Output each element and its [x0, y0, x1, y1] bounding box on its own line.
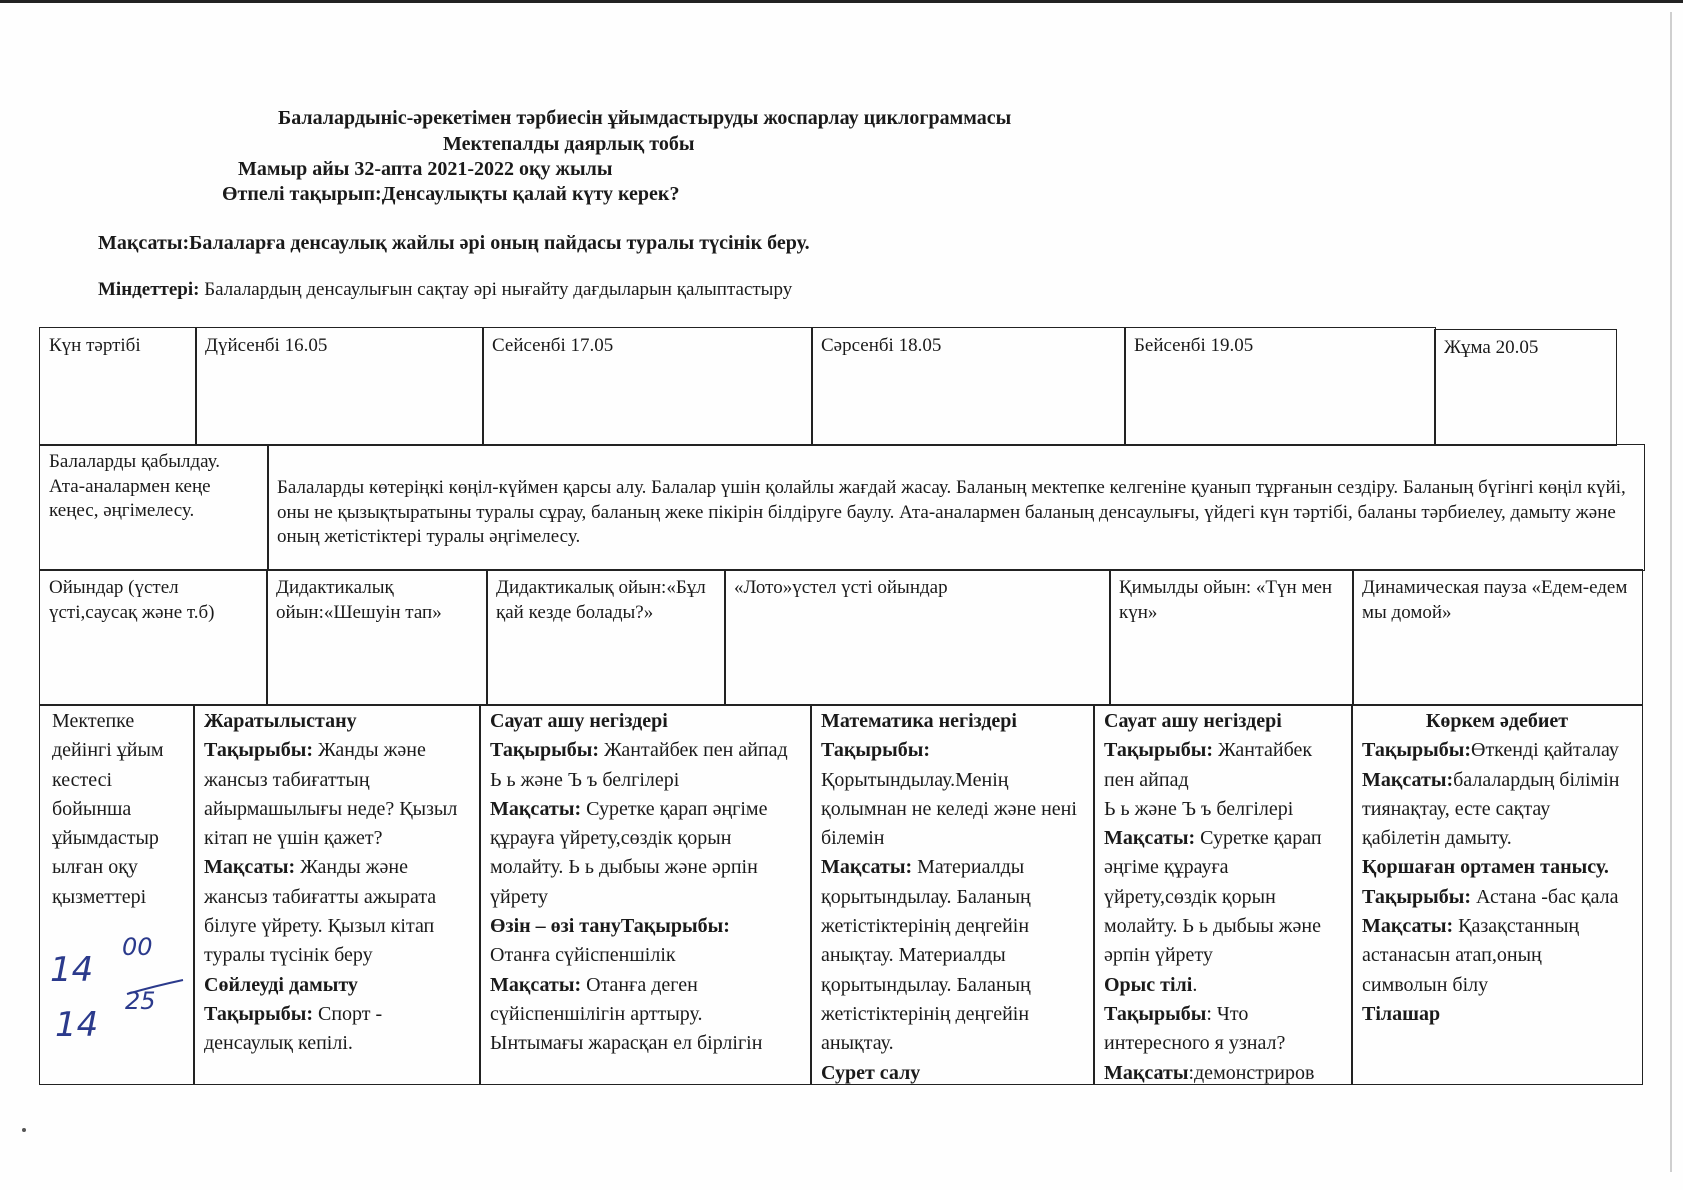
day-label: Бейсенбі 19.05	[1134, 335, 1254, 356]
game-text: «Лото»үстел үсті ойындар	[734, 577, 948, 598]
lessons-cell-friday	[1351, 704, 1643, 1085]
scan-speck	[22, 1128, 26, 1132]
goal-text: Суретке қарап әңгіме құрауға үйрету,сөздік қорын молайту. Ь ь дыбыы және әрпін үйрету	[490, 797, 768, 908]
handwritten-stroke-icon	[125, 978, 185, 998]
topic-text: Жанды және жансыз табиғаттың айырмашылығы неде? Қызыл кітап не үшін қажет?	[204, 739, 458, 850]
topic	[204, 736, 470, 853]
subject-title: Өзін – өзі тануТақырыбы:	[490, 915, 730, 938]
letters-line: Ь ь және Ъ ъ белгілері	[490, 768, 680, 791]
topic-text: Қорытындылау.Менің қолымнан не келеді және нені білемін	[821, 768, 1077, 850]
lessons-cell-thursday	[1093, 704, 1353, 1085]
topic-label: Тақырыбы:	[490, 739, 599, 762]
tasks-text: Балалардың денсаулығын сақтау әрі нығайту дағдыларын қалыптастыру	[199, 279, 793, 300]
day-label: Жұма 20.05	[1444, 337, 1539, 358]
topic	[1362, 883, 1632, 912]
header-cell-tuesday	[482, 327, 813, 446]
topic-label: Тақырыбы:	[204, 1002, 313, 1025]
topic-label: Тақырыбы:	[1362, 739, 1471, 762]
goal-label: Мақсаты:	[490, 973, 582, 996]
group-name: Мектепалды даярлық тобы	[443, 133, 695, 155]
topic-text: Спорт - денсаулық кепілі.	[204, 1002, 383, 1055]
handwritten-minutes-1: 00	[122, 933, 153, 961]
goal-text: Материалды қорытындылау. Баланың жетістіктерінің деңгейін анықтау. Материалды қорытындылау. Баланың жетістіктерінің деңгейін анықтау.	[821, 856, 1031, 1055]
topic-text: Жантайбек пен айпад	[599, 739, 788, 762]
document-title: Балалардыніс-әрекетімен тәрбиесін ұйымдастыруды жоспарлау циклограммасы	[278, 107, 1012, 129]
day-label: Дүйсенбі 16.05	[205, 335, 328, 356]
lessons-cell-monday	[193, 704, 481, 1085]
reception-label: Балаларды қабылдау. Ата-аналармен кеңе кеңес, әңгімелесу.	[49, 451, 220, 521]
goal-text: Суретке қарап әңгіме құрауға үйрету,сөздік қорын молайту. Ь ь дыбыы және әрпін үйрету	[1104, 827, 1322, 967]
games-label: Ойындар (үстел үсті,саусақ және т.б)	[49, 577, 215, 623]
header-label: Күн тәртібі	[49, 335, 141, 356]
goal-label: Мақсаты:	[1362, 915, 1454, 938]
letters-line: Ь ь және Ъ ъ белгілері	[1104, 797, 1294, 820]
topic-label: Тақырыбы:	[1104, 739, 1213, 762]
topic-text: Астана -бас қала	[1471, 885, 1619, 908]
subject-title: Тілашар	[1362, 1002, 1441, 1025]
topic-label: Тақырыбы:	[821, 739, 930, 762]
game-text: Қимылды ойын: «Түн мен күн»	[1119, 577, 1333, 623]
lessons-cell-tuesday	[479, 704, 812, 1085]
game-text: Дидактикалық ойын:«Шешуін тап»	[276, 577, 442, 623]
header-cell-wednesday	[811, 327, 1126, 446]
subject-line	[1104, 971, 1342, 1000]
goal-text: Қазақстанның астанасын атап,оның символын білу	[1362, 915, 1580, 996]
topic-label: Тақырыбы	[1104, 1002, 1207, 1025]
punctuation: .	[1192, 973, 1198, 996]
topic-label: Тақырыбы:	[204, 739, 313, 762]
header-cell-friday	[1434, 329, 1617, 446]
subject-title: Орыс тілі	[1104, 973, 1193, 996]
subject-title: Қоршаған ортамен танысу.	[1362, 856, 1609, 879]
reception-text: Балаларды көтеріңкі көңіл-күймен қарсы алу. Балалар үшін қолайлы жағдай жасау. Баланың мектепке келгеніне қуанып тұрғанын сездіру. Баланың бүгінгі көңіл күйі, оны не қызықтыратыны туралы сұрау, баланың жеке пікірін білдіруге баулу. Ата-аналармен баланың денсаулығы, үйдегі күн тәртібі, баланы тәрбиелеу, дамыту және оның жетістіктері туралы әңгімелесу.	[277, 477, 1626, 547]
scan-right-edge	[1670, 12, 1672, 1172]
goal	[821, 853, 1084, 1058]
goal-label: Мақсаты:	[490, 797, 582, 820]
header-cell-monday	[195, 327, 484, 446]
topic	[1362, 736, 1632, 765]
topic-text: Өткенді қайталау	[1471, 739, 1619, 762]
goal-text: балалардың білімін тиянақтау, есте сақтау қабілетін дамыту.	[1362, 768, 1620, 850]
period: Мамыр айы 32-апта 2021-2022 оқу жылы	[238, 158, 613, 180]
goal	[1104, 1059, 1342, 1088]
topic	[1104, 736, 1342, 795]
topic	[490, 736, 801, 765]
header-cell-thursday	[1124, 327, 1436, 446]
goal-label: Мақсаты:	[204, 856, 296, 879]
topic-text: Отанға сүйіспеншілік	[490, 944, 676, 967]
continued-text: Ынтымағы жарасқан ел бірлігін	[490, 1032, 763, 1055]
subject-title: Сауат ашу негіздері	[490, 710, 668, 732]
games-cell-friday	[1352, 569, 1643, 706]
goal-text: :демонстриров	[1188, 1061, 1315, 1084]
topic	[1104, 1000, 1342, 1059]
goal-label: Мақсаты	[1104, 1061, 1189, 1084]
goal	[490, 971, 801, 1030]
transition-theme: Өтпелі тақырып:Денсаулықты қалай күту керек?	[222, 183, 680, 205]
handwritten-minutes-2: 25	[125, 987, 156, 1015]
tasks-line	[98, 279, 792, 301]
tasks-label: Міндеттері:	[98, 279, 200, 300]
goal-label: Мақсаты:	[1104, 827, 1196, 850]
header-cell-schedule	[39, 327, 197, 446]
topic-label: Тақырыбы:	[1362, 885, 1471, 908]
subject-title: Математика негіздері	[821, 710, 1017, 732]
goal-text: Отанға деген сүйіспеншілігін арттыру.	[490, 973, 703, 1025]
handwritten-hour-1: 14	[50, 950, 94, 990]
subject-title: Сауат ашу негіздері	[1104, 710, 1282, 732]
game-text: Динамическая пауза «Едем-едем мы домой»	[1362, 577, 1628, 623]
lessons-cell-wednesday	[810, 704, 1095, 1085]
day-label: Сейсенбі 17.05	[492, 335, 614, 356]
goal-text: Жанды және жансыз табиғатты ажырата білуге үйрету. Қызыл кітап туралы түсінік беру	[204, 856, 437, 967]
goal-label: Мақсаты:	[1362, 768, 1454, 791]
subject-title: Жаратылыстану	[204, 710, 357, 732]
goal-label: Мақсаты:	[821, 856, 913, 879]
handwritten-hour-2: 14	[55, 1005, 99, 1045]
goal	[204, 853, 470, 970]
goal	[1362, 766, 1632, 854]
subject-title: Сурет салу	[821, 1061, 921, 1084]
goal-line	[98, 232, 810, 255]
games-cell-thursday	[1109, 569, 1354, 706]
scan-top-edge	[0, 0, 1683, 3]
games-cell-wednesday	[724, 569, 1111, 706]
reception-label-cell	[39, 444, 269, 571]
games-label-cell	[39, 569, 268, 706]
day-label: Сәрсенбі 18.05	[821, 335, 942, 356]
topic-text: : Что интересного я узнал?	[1104, 1002, 1286, 1055]
subject-title: Сөйлеуді дамыту	[204, 973, 358, 996]
game-text: Дидактикалық ойын:«Бұл қай кезде болады?»	[496, 577, 706, 623]
subject-title: Көркем әдебиет	[1425, 710, 1569, 732]
topic	[204, 1000, 470, 1059]
topic-text: Жантайбек пен айпад	[1104, 739, 1313, 791]
lessons-label: Мектепке дейінгі ұйым кестесі бойынша ұйымдастыр ылған оқу қызметтері	[52, 710, 164, 908]
goal	[1104, 824, 1342, 970]
goal	[1362, 912, 1632, 1000]
goal-text: Балаларға денсаулық жайлы әрі оның пайдасы туралы түсінік беру.	[189, 232, 810, 254]
goal	[490, 795, 801, 912]
goal-label: Мақсаты:	[98, 232, 190, 254]
reception-content-cell	[267, 444, 1645, 571]
games-cell-monday	[266, 569, 488, 706]
games-cell-tuesday	[486, 569, 726, 706]
